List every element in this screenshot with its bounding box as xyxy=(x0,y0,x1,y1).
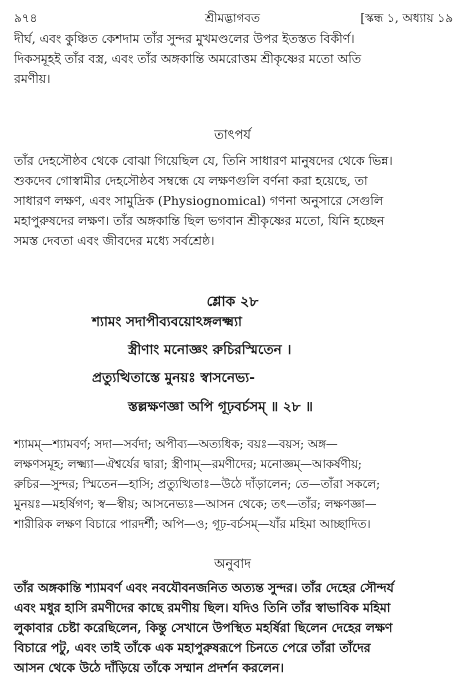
continuation-line-1: দীর্ঘ, এবং কুঞ্চিত কেশদাম তাঁর সুন্দর মুখমণ্ডলের উপর ইতস্তত বিকীর্ণ। xyxy=(14,31,355,46)
continuation-line-3: রমণীয়। xyxy=(14,71,51,86)
translation-line: আসন থেকে উঠে দাঁড়িয়ে তাঁকে সম্মান প্রদর্শন করলেন। xyxy=(14,660,284,675)
purport-line: মহাপুরুষদের লক্ষণ। তাঁর অঙ্গকান্তি ছিল ভগবান শ্রীকৃষ্ণের মতো, যিনি হচ্ছেন xyxy=(14,213,385,228)
continuation-line-2: দিকসমূহই তাঁর বস্ত্র, এবং তাঁর অঙ্গকান্তি অমরোত্তম শ্রীকৃষ্ণের মতো অতি xyxy=(14,51,362,66)
purport-line: সাধারণ লক্ষণ, এবং সামুদ্রিক (Physiognomical) গণনা অনুসারে সেগুলি xyxy=(14,193,384,208)
purport-heading: তাৎপর্য xyxy=(214,128,251,143)
synonyms-line: শ্যামম্—শ্যামবর্ণ; সদা—সর্বদা; অপীব্য—অত্যধিক; বয়ঃ—বয়স; অঙ্গ— xyxy=(14,437,338,451)
purport-line: তাঁর দেহসৌষ্ঠব থেকে বোঝা গিয়েছিল যে, তিনি সাধারণ মানুষদের থেকে ভিন্ন। xyxy=(14,153,393,168)
purport-line: সমস্ত দেবতা এবং জীবদের মধ্যে সর্বশ্রেষ্ঠ। xyxy=(14,233,215,248)
synonyms-line: লক্ষণসমূহ; লক্ষ্ম্যা—ঐশ্বর্যের দ্বারা; স্ত্রীণাম্—রমণীদের; মনোজ্ঞম্—আকর্ষণীয়; xyxy=(14,457,362,471)
translation-line: লুকাবার চেষ্টা করেছিলেন, কিন্তু সেখানে উপস্থিত মহর্ষিরা ছিলেন দেহের লক্ষণ xyxy=(14,620,393,635)
synonyms-line: রুচির—সুন্দর; স্মিতেন—হাসি; প্রত্যুত্থিতাঃ—উঠে দাঁড়ালেন; তে—তাঁরা সকলে; xyxy=(14,477,381,491)
translation-line: তাঁর অঙ্গকান্তি শ্যামবর্ণ এবং নবযৌবনজনিত অত্যন্ত সুন্দর। তাঁর দেহের সৌন্দর্য xyxy=(14,580,394,595)
verse-line-3: প্রত্যুত্থিতাস্তে মুনয়ঃ স্বাসনেভ্য- xyxy=(92,370,255,386)
purport-line: শুকদেব গোস্বামীর দেহসৌষ্ঠব সম্বন্ধে যে লক্ষণগুলি বর্ণনা করা হয়েছে, তা xyxy=(14,173,368,188)
synonyms-line: শারীরিক লক্ষণ বিচারে পারদর্শী; অপি—ও; গূঢ়-বর্চসম্—যাঁর মহিমা আচ্ছাদিত। xyxy=(14,517,371,531)
verse-line-4: স্তল্লক্ষণজ্ঞা অপি গূঢ়বর্চসম্ ॥ ২৮ ॥ xyxy=(128,399,313,415)
verse-line-2: স্ত্রীণাং মনোজ্ঞং রুচিরস্মিতেন । xyxy=(128,342,292,358)
running-book-title: শ্রীমদ্ভাগবত xyxy=(204,11,260,25)
verse-line-1: শ্যামং সদাপীব্যবয়োঽঙ্গলক্ষ্ম্যা xyxy=(92,314,242,330)
translation-line: এবং মধুর হাসি রমণীদের কাছে রমণীয় ছিল। যদিও তিনি তাঁর স্বাভাবিক মহিমা xyxy=(14,600,391,615)
verse-heading: শ্লোক ২৮ xyxy=(206,294,259,310)
synonyms-line: মুনয়ঃ—মহর্ষিগণ; স্ব—স্বীয়; আসনেভ্যঃ—আসন থেকে; তৎ—তাঁর; লক্ষণজ্ঞা— xyxy=(14,497,377,511)
translation-heading: অনুবাদ xyxy=(214,557,251,572)
canto-chapter-reference: [স্কন্ধ ১, অধ্যায় ১৯ xyxy=(360,11,453,25)
page-number: ৯৭৪ xyxy=(14,11,38,25)
translation-line: বিচারে পটু, এবং তাই তাঁকে এক মহাপুরুষরূপে চিনতে পেরে তাঁরা তাঁদের xyxy=(14,640,371,655)
